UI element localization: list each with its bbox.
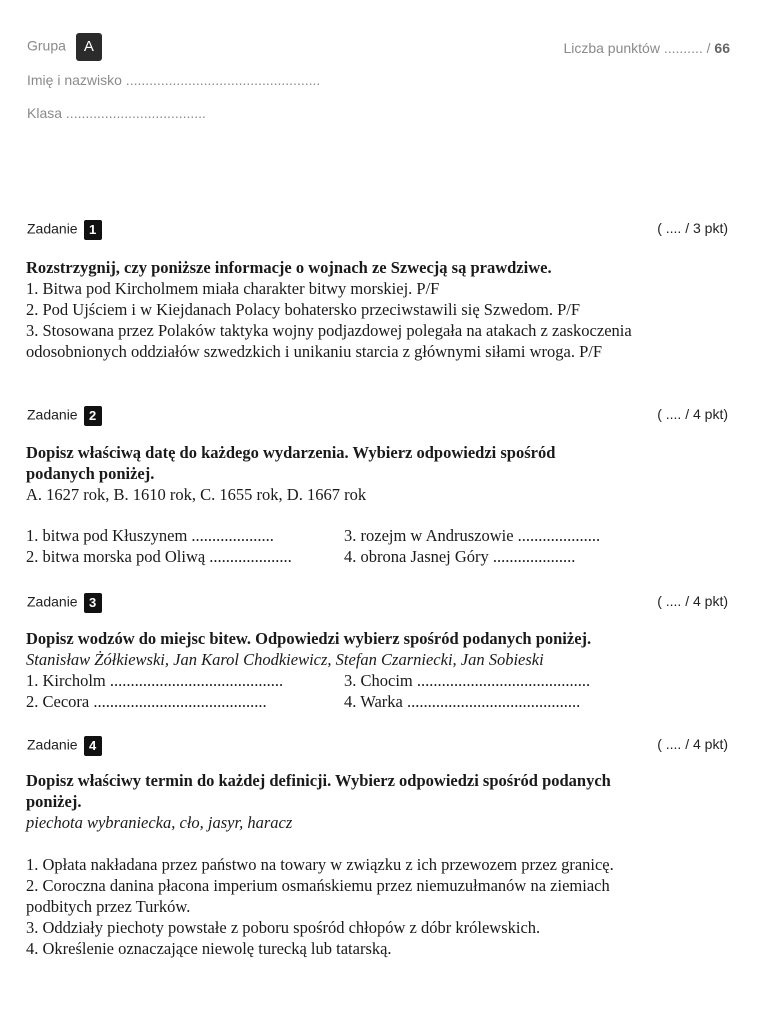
task-2-points: ( .... / 4 pkt) <box>657 406 728 422</box>
task-word: Zadanie <box>27 593 78 610</box>
grupa-label: Grupa <box>27 37 66 54</box>
task-4-number: 4 <box>84 736 102 756</box>
task-3-item: 1. Kircholm .......................................... <box>26 671 284 690</box>
task-2-item: 3. rozejm w Andruszowie .................... <box>344 526 601 545</box>
task-1-item: 2. Pod Ujściem i w Kiejdanach Polacy bohatersko przeciwstawili się Szwedom. P/F <box>26 300 581 319</box>
task-4-label <box>27 736 102 756</box>
task-2-options: A. 1627 rok, B. 1610 rok, C. 1655 rok, D. 1667 rok <box>26 485 367 504</box>
task-4-body <box>26 770 726 959</box>
grupa-value-badge: A <box>76 33 102 61</box>
task-2-instruction: Dopisz właściwą datę do każdego wydarzenia. Wybierz odpowiedzi spośród podanych poniżej. <box>26 443 556 483</box>
grupa-field <box>27 33 102 61</box>
task-3-item: 4. Warka .......................................... <box>344 692 581 711</box>
name-line: Imię i nazwisko .................................................. <box>27 72 321 88</box>
task-1-number: 1 <box>84 220 102 240</box>
task-2-item: 1. bitwa pod Kłuszynem .................... <box>26 526 274 545</box>
points-label: Liczba punktów .......... / <box>563 40 711 56</box>
task-3-item: 2. Cecora .......................................... <box>26 692 267 711</box>
task-2-body <box>26 442 726 567</box>
task-word: Zadanie <box>27 406 78 423</box>
points-field <box>563 40 730 56</box>
task-2-label <box>27 406 102 426</box>
task-3-instruction: Dopisz wodzów do miejsc bitew. Odpowiedzi wybierz spośród podanych poniżej. <box>26 629 592 648</box>
task-3-points: ( .... / 4 pkt) <box>657 593 728 609</box>
task-3-body <box>26 628 726 712</box>
points-total: 66 <box>714 40 730 56</box>
task-1-item: 1. Bitwa pod Kircholmem miała charakter bitwy morskiej. P/F <box>26 279 440 298</box>
task-2-item: 2. bitwa morska pod Oliwą .................... <box>26 547 292 566</box>
task-4-instruction: Dopisz właściwy termin do każdej definicji. Wybierz odpowiedzi spośród podanych poniżej. <box>26 771 611 811</box>
task-3-number: 3 <box>84 593 102 613</box>
task-2-item: 4. obrona Jasnej Góry .................... <box>344 547 576 566</box>
task-2-number: 2 <box>84 406 102 426</box>
task-3-item: 3. Chocim .......................................... <box>344 671 591 690</box>
task-word: Zadanie <box>27 736 78 753</box>
task-4-item: 1. Opłata nakładana przez państwo na towary w związku z ich przewozem przez granicę. <box>26 855 614 874</box>
task-1-instruction: Rozstrzygnij, czy poniższe informacje o wojnach ze Szwecją są prawdziwe. <box>26 258 552 277</box>
task-1-item: 3. Stosowana przez Polaków taktyka wojny podjazdowej polegała na atakach z zaskoczenia odosobnionych oddziałów szwedzkich i unikaniu starcia z głównymi siłami wroga. P/F <box>26 321 632 361</box>
task-4-options: piechota wybraniecka, cło, jasyr, haracz <box>26 813 293 832</box>
task-1-label <box>27 220 102 240</box>
task-4-item: 3. Oddziały piechoty powstałe z poboru spośród chłopów z dóbr królewskich. <box>26 918 541 937</box>
task-4-points: ( .... / 4 pkt) <box>657 736 728 752</box>
task-3-options: Stanisław Żółkiewski, Jan Karol Chodkiewicz, Stefan Czarniecki, Jan Sobieski <box>26 650 544 669</box>
task-4-item: 4. Określenie oznaczające niewolę turecką lub tatarską. <box>26 939 392 958</box>
task-word: Zadanie <box>27 220 78 237</box>
task-1-points: ( .... / 3 pkt) <box>657 220 728 236</box>
class-line: Klasa .................................... <box>27 105 206 121</box>
task-1-body <box>26 257 726 362</box>
task-4-item: 2. Coroczna danina płacona imperium osmańskiemu przez niemuzułmanów na ziemiach podbitych przez Turków. <box>26 876 610 916</box>
task-3-label <box>27 593 102 613</box>
